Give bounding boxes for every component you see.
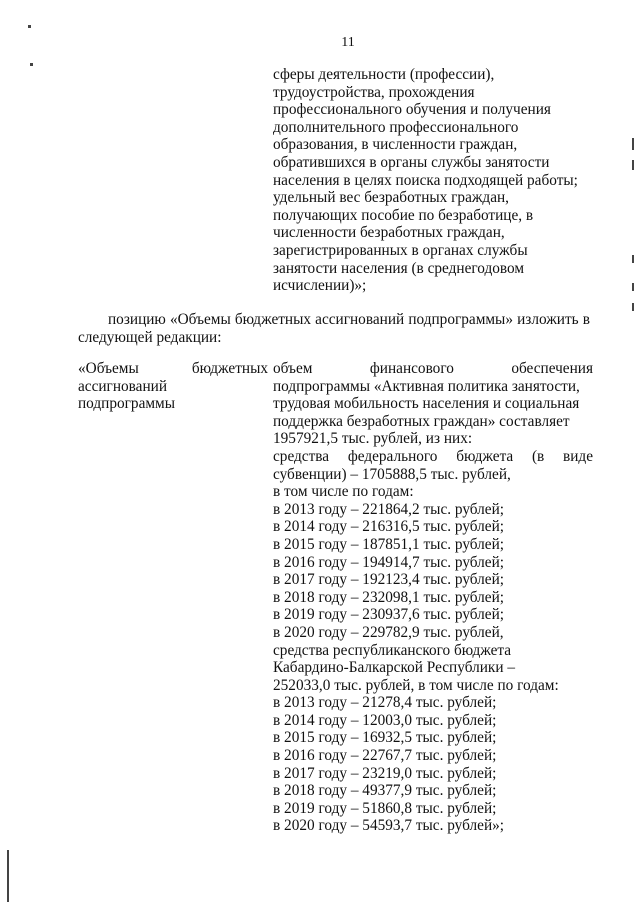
text-line: численности безработных граждан,: [273, 224, 505, 242]
text-line: 1957921,5 тыс. рублей, из них:: [273, 430, 473, 448]
scan-edge-mark: [632, 303, 634, 311]
intro-line: следующей редакции:: [78, 328, 222, 346]
text-line: поддержка безработных граждан» составляет: [273, 412, 570, 430]
year-line: в 2018 году – 232098,1 тыс. рублей;: [273, 588, 505, 606]
position-label: [78, 360, 268, 413]
year-line: в 2019 году – 230937,6 тыс. рублей;: [273, 606, 505, 624]
text-line: средства федерального бюджета (в виде: [273, 447, 593, 465]
year-line: в 2016 году – 22767,7 тыс. рублей;: [273, 747, 497, 765]
text-line: подпрограммы «Активная политика занятости,: [273, 377, 580, 395]
year-line: в 2014 году – 216316,5 тыс. рублей;: [273, 518, 505, 536]
page-number: 11: [341, 35, 355, 50]
text-line: средства республиканского бюджета: [273, 641, 512, 659]
intro-paragraph: [78, 311, 590, 346]
label-line: «Объемы бюджетных: [78, 360, 268, 377]
indicator-text-block: [273, 66, 593, 295]
scan-dot: [30, 63, 33, 66]
label-line: подпрограммы: [78, 395, 176, 413]
scan-edge-mark: [632, 255, 634, 263]
text-line: профессионального обучения и получения: [273, 101, 551, 119]
year-line: в 2015 году – 16932,5 тыс. рублей;: [273, 729, 497, 747]
funding-text-block: [273, 360, 593, 835]
scan-edge-mark: [632, 138, 634, 150]
text-line: обратившихся в органы службы занятости: [273, 153, 550, 171]
year-line: в 2014 году – 12003,0 тыс. рублей;: [273, 711, 497, 729]
scan-dot: [28, 25, 31, 28]
text-line: трудовая мобильность населения и социальная: [273, 395, 580, 413]
year-line: в 2019 году – 51860,8 тыс. рублей;: [273, 799, 497, 817]
intro-line: позицию «Объемы бюджетных ассигнований подпрограммы» изложить в: [108, 311, 590, 328]
text-line: образования, в численности граждан,: [273, 136, 518, 154]
text-line: в том числе по годам:: [273, 483, 414, 501]
year-line: в 2020 году – 229782,9 тыс. рублей,: [273, 623, 504, 641]
text-line: объем финансового обеспечения: [273, 360, 593, 377]
label-line: ассигнований: [78, 377, 168, 395]
text-line: исчислении)»;: [273, 277, 367, 295]
year-line: в 2020 году – 54593,7 тыс. рублей»;: [273, 817, 505, 835]
year-line: в 2016 году – 194914,7 тыс. рублей;: [273, 553, 505, 571]
text-line: Кабардино-Балкарской Республики –: [273, 659, 516, 677]
text-line: дополнительного профессионального: [273, 118, 519, 136]
text-line: получающих пособие по безработице, в: [273, 206, 534, 224]
year-line: в 2017 году – 23219,0 тыс. рублей;: [273, 764, 497, 782]
text-line: занятости населения (в среднегодовом: [273, 259, 525, 277]
year-line: в 2015 году – 187851,1 тыс. рублей;: [273, 535, 505, 553]
scan-edge-mark: [7, 850, 9, 902]
scan-edge-mark: [632, 283, 634, 291]
text-line: субвенции) – 1705888,5 тыс. рублей,: [273, 465, 511, 483]
text-line: трудоустройства, прохождения: [273, 83, 475, 101]
year-line: в 2013 году – 221864,2 тыс. рублей;: [273, 500, 505, 518]
year-line: в 2017 году – 192123,4 тыс. рублей;: [273, 571, 505, 589]
text-line: сферы деятельности (профессии),: [273, 66, 495, 83]
text-line: удельный вес безработных граждан,: [273, 189, 510, 207]
text-line: населения в целях поиска подходящей работы;: [273, 171, 578, 189]
year-line: в 2018 году – 49377,9 тыс. рублей;: [273, 782, 497, 800]
text-line: зарегистрированных в органах службы: [273, 241, 528, 259]
year-line: в 2013 году – 21278,4 тыс. рублей;: [273, 694, 497, 712]
scan-edge-mark: [632, 160, 634, 170]
text-line: 252033,0 тыс. рублей, в том числе по годам:: [273, 676, 559, 694]
